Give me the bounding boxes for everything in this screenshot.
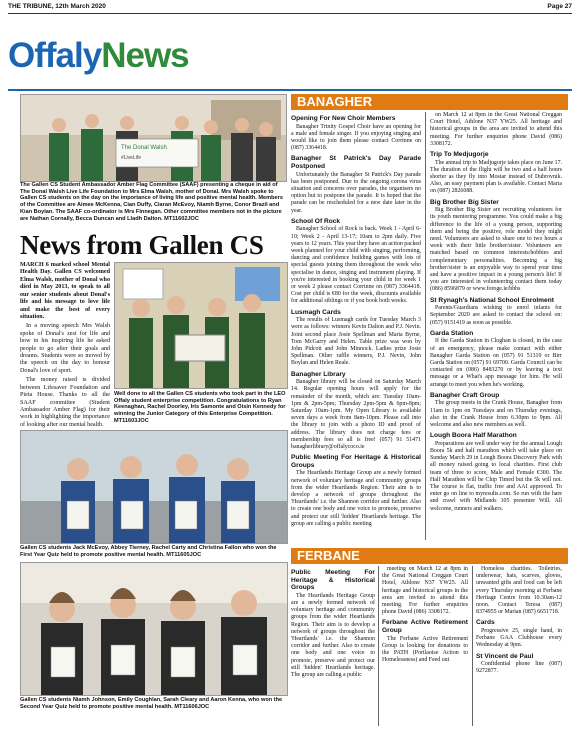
- section-banner-ferbane: FERBANE: [291, 548, 568, 564]
- caption-enterprise: Well done to all the Gallen CS students who took part in the LEO Offaly student enterprise competition. Congratulations to Ryan Keenaghan, Rachel Doorley, Iris Samonte and Oisin Kennedy for winning the Junior Category of this Enterprise Competition. MT11603JOC: [114, 391, 286, 424]
- item-heading: Public Meeting For Heritage & Historical Groups: [291, 569, 375, 592]
- item-text: If the Garda Station in Cloghan is closed, in the case of an emergency, please make contact with either Banagher Garda Station on (057) 91 51310 or Birr Garda Station on (057) 91 69700. Garda Council can be contacted on (086) 8483270 or by leaving a text message or a What's app message for him. He will arrange to meet you when he's working.: [430, 338, 562, 388]
- item-text: The annual trip to Madjugorje takes place on June 17. The duration of the flight will be two and a half hours shorter as they fly into Mostar instead of Dubrovnik. Also, an easy payment plan is available. Contact Maria on (087) 2826088.: [430, 159, 562, 195]
- banagher-column-2: [430, 112, 562, 540]
- ferbane-column-1: [291, 566, 375, 726]
- photo-enterprise-winners: [114, 262, 288, 389]
- item-text: Confidential phone line (087) 9272877.: [476, 661, 562, 675]
- item-text: Progressive 25, single hand, in Ferbane GAA Clubhouse every Wednesday at 9pm.: [476, 628, 562, 649]
- item-heading: Lusmagh Cards: [291, 308, 341, 316]
- item-heading: Big Brother Big Sister: [430, 198, 499, 206]
- header-rule: [8, 13, 572, 14]
- item-text: Homeless charities. Toiletries, underwear, hats, scarves, gloves, unwanted gifts and food can be left every Thursday morning at Ferbane Heritage Centre from 10.30am-12 noon. Contact Teresa (087) 8374955 or Marian (087) 6651718.: [476, 566, 562, 616]
- item-text: Unfortunately the Banagher St Patrick's Day parade has been postponed. Due to the ongoing corona virus situation and concerns over parades, the organisers no option but to postpone the parade. It is hoped that the parade can be rescheduled for a new date later in the year.: [291, 171, 421, 214]
- item-heading: Garda Station: [430, 329, 474, 337]
- column-divider: [425, 112, 426, 540]
- item-text: Preparations are well under way for the annual Lough Boora 5k and half marathon which will take place on Sunday March 29 in Lough Boora Discovery Park with all money raised going to local charities. First club team of three to score, Male and Female €300. The Half Marathon will be Chip Timed but the 5k will not. The course is flat, traffic free and AAI approved. To enter go on line to myresults.com. So run with the hare and crawl with Midlands 105 presenter Will. All welcome, runners and walkers.: [430, 440, 562, 512]
- ferbane-column-3: [476, 566, 562, 726]
- cheque-foundation-text: The Donal Walsh: [121, 145, 167, 151]
- photo-cheque-presentation: [20, 94, 287, 182]
- item-text: The Heartlands Heritage Group are a newly formed network of voluntary heritage and community groups from the wider Heartlands Region. Their aim is to develop a network of groups throughout the 'Heartlands' i.e. the Shannon corridor and further. Also to create one body and one voice to promote, preserve and protect our still 'hidden' Heartlands heritage. The group are calling a public meeting: [291, 470, 421, 527]
- cheque-hashtag-text: #LiveLife: [121, 155, 142, 161]
- item-text: on March 12 at 8pm in the Great National Creggan Court Hotel, Athlone N37 YW25. All heritage and historical groups in the area are invited to attend this meeting. For further enquiries phone David (086) 3308172.: [430, 112, 562, 147]
- item-heading: Banagher St Patrick's Day Parade Postponed: [291, 155, 421, 170]
- item-text: Big Brother Big Sister are recruiting volunteers for its youth mentoring programme. You could make a big difference to the life of a young person, supporting them and being the positive, role model they might need. Volunteers are asked to share one to two hours a week with their little brother/sister. Volunteers are matched based on common interests/hobbies and complementary personalities. Becoming a big brother/sister is an enjoyable way to spend your time and have a positive impact in a young person's life! If you are interested in volunteering contact them today (086) 8596879 or www.foroge.ie/bbbs: [430, 207, 562, 293]
- item-text: Banagher Trinity Gospel Choir have an opening for a male and female singer. If you enjoying singing and would like to join them please contact Corrinne on (087) 3364418.: [291, 123, 421, 152]
- story-paragraph: MARCH 6 marked school Mental Health Day. Gallen CS welcomed Elma Walsh, mother of Donal who died in May 2013, to speak to all our senior students about Donal's life and his message to love life and make the best of every situation.: [20, 262, 110, 320]
- caption-second-year-quiz: Gallen CS students Niamh Johnson, Emily Coughlan, Sarah Cleary and Aaron Kenna, who won the Second Year Quiz held to promote positive mental health. MT11606JOC: [20, 697, 283, 710]
- item-heading: School Of Rock: [291, 217, 341, 225]
- page-header: [8, 3, 572, 12]
- section-banner-banagher: BANAGHER: [291, 94, 568, 110]
- column-divider: [378, 566, 379, 726]
- photo-second-year-quiz: [20, 562, 288, 696]
- banagher-column-1: [291, 112, 421, 540]
- item-text: Banagher library will be closed on Saturday March 14. Regular opening hours will apply for the remainder of the month, which are: Tuesday 10am-1pm & 2pm-5pm; Thursday 2pm-5pm & 6pm-8pm; Saturday 10am-1pm. My Open Library is available seven days a week from 8am-10pm. Please call into the library to join with a photo ID and proof of address. The library does not charge fees or membership fees so all is free! (057) 91 51471 banagherlibrary@offalycoco.ie: [291, 379, 421, 450]
- item-heading: Trip To Medjugorje: [430, 151, 489, 159]
- story-paragraph: In a moving speech Mrs Walsh spoke of Donal's zest for life and how in his inspiring life he asked people to go after their goals and dreams. Students were so moved by the speech on the day to honour Donal's love of sport.: [20, 323, 110, 374]
- item-heading: Public Meeting For Heritage & Historical Groups: [291, 454, 421, 469]
- item-text: The Heartlands Heritage Group are a newly formed network of voluntary heritage and community groups from the wider Heartlands Region. Their aim is to develop a network of groups throughout the 'Heartlands' i.e. the Shannon corridor and further. Also to create one body and one voice to promote, preserve and protect our still 'hidden' Heartlands heritage. The group are calling a public: [291, 592, 375, 678]
- caption-cheque: The Gallen CS Student Ambassador Amber Flag Committee (SAAF) presenting a cheque in aid of The Donal Walsh Live Life Foundation to Mrs Elma Walsh, mother of Donal. Mrs Walsh spoke to Gallen CS students on the day on the importance of living life and positive mental health. Members of the Committee are Aimee McKenna, Cian Duffy, Ciaran McEvoy, Niamh Byrne, Conor Brazil and Kian Boylan. The SAAF co-ordinator is Mrs Finnegan. Other committee members not in the picture are Nathan Cornally, Becca Duncan and Lladh Dalton. MT11602JOC: [20, 182, 283, 222]
- masthead: [8, 38, 189, 73]
- item-heading: Cards: [476, 619, 495, 627]
- story-headline: News from Gallen CS: [20, 230, 264, 260]
- item-text: The group meets in the Crank House, Banagher from 11am to 1pm on Tuesdays and on Thursday evenings, also in the Crank House from 6.30pm to 9pm. All welcome and also new members as well.: [430, 400, 562, 428]
- story-body: [20, 262, 110, 428]
- item-text: Banagher School of Rock is back. Week 1 - April 6-10; Week 2 - April 13-17; 10am to 2pm daily. Five years to 12 years. This year they have an action packed week planned for your child with singing, performing, dancing and confidence building games with lots of special guests joining them throughout the week who specialise in dance, singing and instrument playing. If you're interested in booking your child in for week 1 or week 2 please contact Corrinne on (087) 3364418. Cost per child is €80 for the week, discounts available for additional siblings or if you book both weeks.: [291, 226, 421, 305]
- item-heading: Ferbane Active Retirement Group: [382, 619, 468, 634]
- ferbane-column-2: [382, 566, 468, 726]
- publication-date: THE TRIBUNE, 12th March 2020: [8, 3, 106, 10]
- item-text: The Ferbane Active Retirement Group is looking for donations to the PATH (Portlaoise Action to Homelessness) and Feed out: [382, 635, 468, 664]
- item-text: The results of Lusmagh cards for Tuesday March 3 were as follows: winners Kevin Dalton and P.J. Nevin. Joint second place Josie Spellman and Maria Byrne, Tom McGarry and Helen. Table prize was won by John Pidcott and John Minnock. Ladies prize Josie Spellman. Other raffle winners, P.J. Nevin, John Boylan and Helen Reale.: [291, 317, 421, 367]
- column-divider: [472, 566, 473, 726]
- masthead-rule: [8, 89, 572, 91]
- item-heading: Banagher Library: [291, 370, 346, 378]
- masthead-offaly: Offaly: [8, 36, 102, 75]
- item-heading: St Vincent de Paul: [476, 652, 534, 660]
- item-text: Parents/Guardians wishing to enrol infants for September 2020 are asked to contact the school on: (057) 9151419 as soon as possible.: [430, 305, 562, 326]
- item-heading: Opening For New Choir Members: [291, 115, 396, 122]
- item-text: meeting on March 12 at 8pm in the Great National Creggan Court Hotel, Athlone N37 YW25. All heritage and historical groups in the area are invited to attend this meeting. For further enquiries phone David (086) 3308172.: [382, 566, 468, 616]
- item-heading: St Rynagh's National School Enrolment: [430, 296, 554, 304]
- caption-first-year-quiz: Gallen CS students Jack McEvoy, Abbey Tierney, Rachel Carty and Christina Fallon who won the First Year Quiz held to promote positive mental health. MT11605JOC: [20, 545, 277, 558]
- masthead-news: News: [101, 36, 189, 75]
- photo-first-year-quiz: [20, 430, 288, 544]
- story-paragraph: The money raised is divided between Lifesaver Foundation and Pieta House. Thanks to all the SAAF committee (Student Ambassador Amber Flag) for their work in highlighting the importance of looking after our mental health.: [20, 377, 110, 428]
- item-heading: Lough Boora Half Marathon: [430, 432, 517, 440]
- page-number: Page 27: [547, 3, 572, 10]
- item-heading: Banagher Craft Group: [430, 391, 500, 399]
